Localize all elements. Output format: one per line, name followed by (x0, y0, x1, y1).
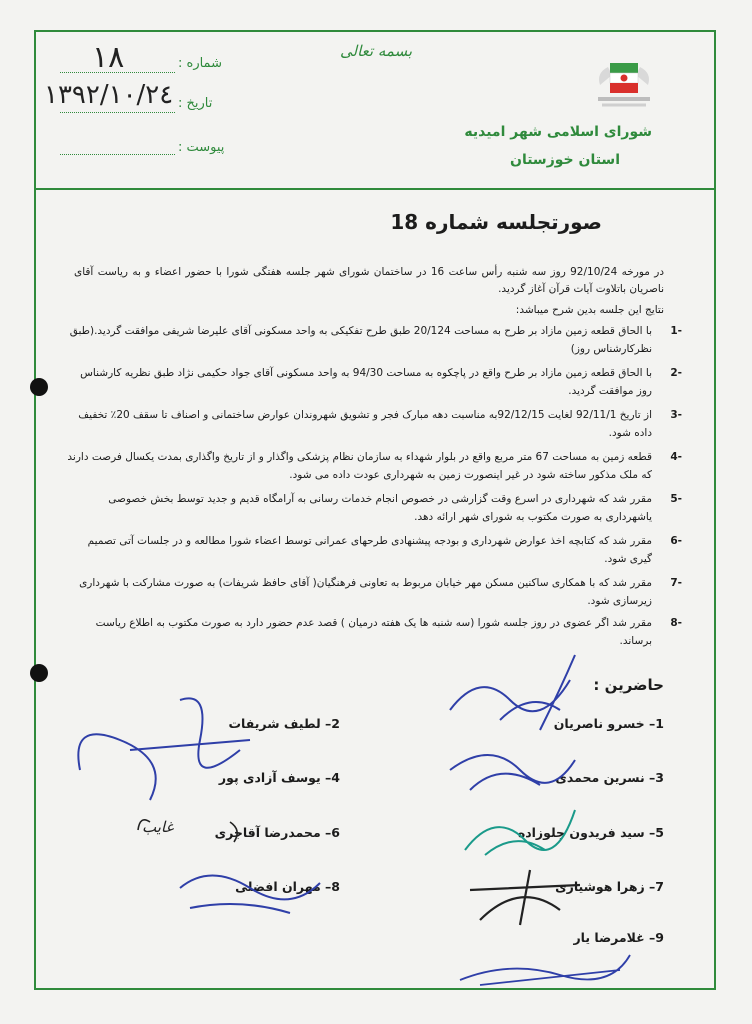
resolution-item-3 (66, 406, 682, 442)
item-text: مقرر شد که با همکاری ساکنین مسکن مهر خیابان مربوط به تعاونی فرهنگیان( آقای حافظ شریفات) به صورت مشارکت با شهرداری زیرسازی شود. (79, 577, 652, 607)
attendee-6: 6– محمدرضا آقاجری (214, 825, 340, 840)
item-number: -3 (670, 409, 682, 421)
item-text: مقرر شد اگر عضوی در روز جلسه شورا (سه شنبه ها یک هفته درمیان ) قصد عدم حضور دارد به صورت مکتوب به اطلاع ریاست برساند. (95, 617, 652, 647)
results-label: نتایج این جلسه بدین شرح میباشد: (515, 304, 664, 316)
item-number: -8 (670, 617, 682, 629)
number-value: ١٨ (92, 40, 125, 75)
item-number: -2 (670, 367, 682, 379)
item-text: با الحاق قطعه زمین مازاد بر طرح به مساحت 20/124 طبق طرح تفکیکی به واحد مسکونی آقای علیرضا شریفی موافقت گردید.(طبق نظرکارشناس روز) (69, 325, 652, 355)
item-number: -7 (670, 577, 682, 589)
basmala: بسمه تعالی (340, 42, 413, 60)
resolution-item-2 (66, 364, 682, 400)
signature-7 (460, 860, 600, 930)
council-name: شورای اسلامی شهر امیدیه (464, 124, 652, 140)
item-text: مقرر شد که کتابچه اخذ عوارض شهرداری و بودجه پیشنهادی طرحهای عمرانی توسط اعضاء شورا مطالعه و در جلسات آتی تصمیم گیری شود. (87, 535, 652, 565)
date-line (60, 112, 175, 113)
resolution-item-8 (66, 614, 682, 650)
signature-5 (455, 800, 585, 860)
attendee-3: 3– نسرین محمدی (555, 770, 664, 785)
attendee-1: 1– خسرو ناصریان (553, 716, 664, 731)
resolution-item-6 (66, 532, 682, 568)
attendee-4: 4– یوسف آزادی پور (218, 770, 340, 785)
attendees-heading: حاضرین : (593, 676, 664, 694)
resolution-item-5 (66, 490, 682, 526)
item-text: قطعه زمین به مساحت 67 متر مربع واقع در بلوار شهداء به سازمان نظام پزشکی واگذار و از تاریخ واگذاری بمدت یکسال فرصت دارند که ملک مذکور ساخته شود در غیر اینصورت زمین به شهرداری عودت داده می شود. (67, 451, 652, 481)
attendee-9: 9– غلامرضا یار (573, 930, 664, 945)
resolution-item-7 (66, 574, 682, 610)
item-text: از تاریخ 92/11/1 لغایت 92/12/15به مناسبت دهه مبارک فجر و تشویق شهروندان عوارض ساختمانی و اصناف تا سقف 20٪ تخفیف داده شود. (78, 409, 652, 439)
signature-3 (440, 740, 580, 800)
signature-1 (440, 650, 590, 740)
item-text: با الحاق قطعه زمین مازاد بر طرح واقع در پاچکوه به مساحت 94/30 به واحد مسکونی آقای جواد حکیمی نژاد طبق نظریه کارشناس روز موافقت گردید. (80, 367, 652, 397)
item-number: -5 (670, 493, 682, 505)
resolution-item-4 (66, 448, 682, 484)
attendee-5: 5– سید فریدون جلوزاده (517, 825, 664, 840)
minutes-title: صورتجلسه شماره 18 (390, 210, 602, 234)
signature-6 (130, 810, 250, 850)
punch-hole-top (30, 378, 48, 396)
punch-hole-bottom (30, 664, 48, 682)
item-number: -1 (670, 325, 682, 337)
item-number: -6 (670, 535, 682, 547)
number-label: شماره : (178, 56, 222, 71)
attachment-label: پیوست : (178, 140, 225, 155)
attendee-7: 7– زهرا هوشیاری (555, 879, 664, 894)
date-value: ١٣٩٢/١٠/٢٤ (44, 80, 174, 110)
item-number: -4 (670, 451, 682, 463)
signature-9 (450, 940, 640, 990)
item-text: مقرر شد که شهرداری در اسرع وقت گزارشی در خصوص انجام خدمات رسانی به آرامگاه قدیم و جدید توسط بخش خصوصی یاشهرداری به صورت مکتوب به شورای شهر ارائه دهد. (108, 493, 652, 523)
date-label: تاریخ : (178, 96, 213, 111)
attendee-8: 8– مهران افضلی (235, 879, 340, 894)
council-emblem-icon (592, 55, 656, 111)
signature-8 (170, 858, 330, 918)
attendee-2: 2– لطیف شریفات (228, 716, 340, 731)
signature-2 (60, 680, 260, 810)
header-divider (34, 188, 716, 190)
intro-paragraph: در مورخه 92/10/24 روز سه شنبه رأس ساعت 16 در ساختمان شورای شهر جلسه هفتگی شورا با حضور اعضاء و به ریاست آقای ناصریان باتلاوت آیات قرآن آغاز گردید. (74, 266, 664, 295)
province-name: استان خوزستان (510, 152, 620, 168)
attachment-line (60, 154, 175, 155)
resolution-item-1 (66, 322, 682, 358)
absent-note: غایب (142, 818, 174, 836)
